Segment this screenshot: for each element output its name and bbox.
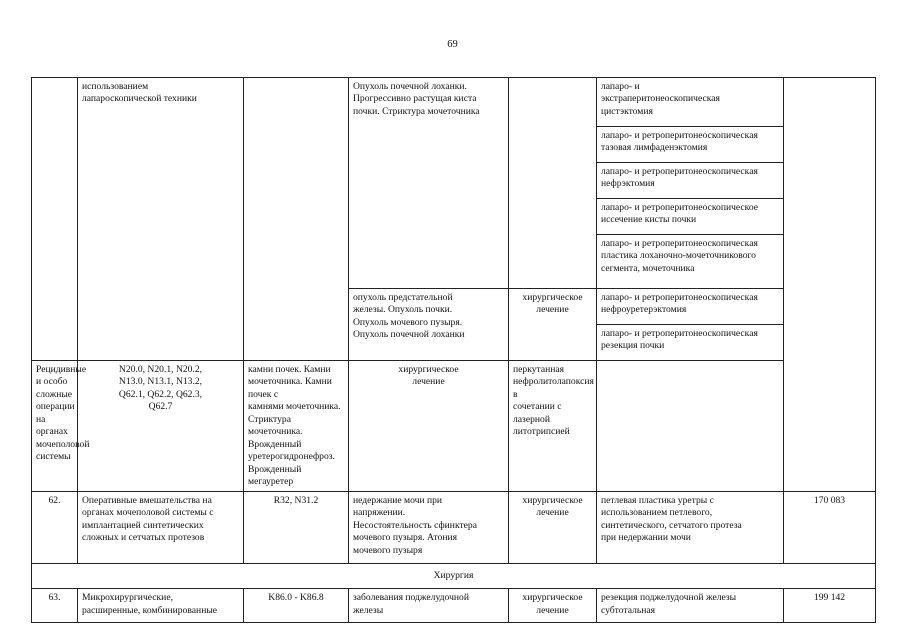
table-row [32,491,876,563]
section-title: Хирургия [32,563,876,588]
table-row [32,78,876,289]
cell-name: Оперативные вмешательства на органах мочеполовой системы с имплантацией синтетических сложных и сетчатых протезов [78,491,244,563]
cell-name: Микрохирургические, расширенные, комбинированные [78,589,244,623]
cell-treatment [509,78,597,289]
method-item: лапаро- и ретроперитонеоскопическая резекция почки [601,328,758,352]
cell-treatment: хирургическое лечение [509,289,597,361]
cell-diagnosis: недержание мочи при напряжении. Несостоятельность сфинктера мочевого пузыря. Атония мочевого пузыря [349,491,509,563]
page-number: 69 [447,39,458,50]
cell-num [32,78,78,361]
method-item: лапаро- и ретроперитонеоскопическая нефрэктомия [597,163,783,199]
method-item: лапаро- и ретроперитонеоскопическая тазовая лимфаденэктомия [597,127,783,163]
method-item: лапаро- и ретроперитонеоскопическая нефроуретерэктомия [597,289,783,325]
table-row [32,589,876,623]
cell-diagnosis: камни почек. Камни мочеточника. Камни почек с камнями мочеточника. Стриктура мочеточника. Врожденный уретерогидронефроз. Врожденный мегауретер [244,361,349,492]
cell-diagnosis: заболевания поджелудочной железы [349,589,509,623]
cell-num: 63. [32,589,78,623]
cell-name: использованием лапароскопической техники [78,78,244,361]
cell-name: Рецидивные и особо сложные операции на органах мочеполовой системы [32,361,78,492]
method-item: лапаро- и ретроперитонеоскопическая пластика лоханочно-мочеточникового сегмента, мочеточника [601,238,758,274]
cell-treatment: хирургическое лечение [349,361,509,492]
table-row [32,361,876,492]
cell-treatment: хирургическое лечение [509,589,597,623]
cell-methods [597,289,784,361]
cell-method: перкутанная нефролитолапоксия в сочетании с лазерной литотрипсией [509,361,597,492]
cell-cost: 170 083 [784,491,876,563]
cell-method: петлевая пластика уретры с использованием петлевого, синтетического, сетчатого протеза при недержании мочи [597,491,784,563]
cell-codes: R32, N31.2 [244,491,349,563]
cell-cost: 199 142 [784,589,876,623]
method-item: лапаро- и ретроперитонеоскопическое иссечение кисты почки [597,199,783,235]
method-item: лапаро- и экстраперитонеоскопическая цистэктомия [597,78,783,127]
cell-methods [597,78,784,289]
cell-method: резекция поджелудочной железы субтотальная [597,589,784,623]
cell-diagnosis: Опухоль почечной лоханки. Прогрессивно растущая киста почки. Стриктура мочеточника [349,78,509,289]
medical-services-table [31,77,876,623]
section-row [32,563,876,588]
cell-cost [784,78,876,492]
cell-codes: K86.0 - K86.8 [244,589,349,623]
cell-treatment: хирургическое лечение [509,491,597,563]
cell-num: 62. [32,491,78,563]
cell-codes [244,78,349,361]
cell-diagnosis: опухоль предстательной железы. Опухоль почки. Опухоль мочевого пузыря. Опухоль почечной лоханки [349,289,509,361]
cell-codes: N20.0, N20.1, N20.2, N13.0, N13.1, N13.2, Q62.1, Q62.2, Q62.3, Q62.7 [78,361,244,492]
